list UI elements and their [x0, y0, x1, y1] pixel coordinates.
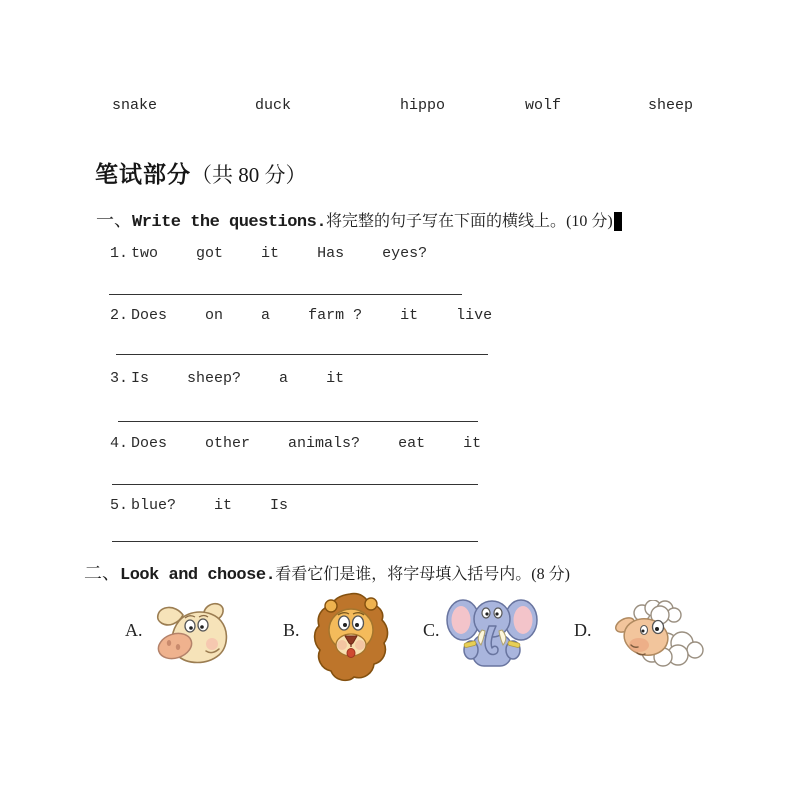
section1-instructions: 将完整的句子写在下面的横线上。 — [326, 213, 567, 230]
question-1-cell: 1. two — [110, 245, 159, 262]
section1-number: 一、 — [96, 210, 132, 230]
elephant-image — [444, 592, 540, 670]
option-d-label: D. — [574, 620, 592, 640]
lion-image — [308, 590, 392, 684]
answer-line-4[interactable] — [112, 484, 478, 485]
section2-instructions: 看看它们是谁，将字母填入括号内。 — [275, 566, 532, 583]
question-5-cell: 5. blue? — [110, 497, 177, 514]
option-a-label: A. — [125, 620, 143, 640]
question-4[interactable]: 4. Does other animals? eat it — [110, 435, 482, 452]
heading-score: （共 80 分） — [191, 163, 307, 187]
option-b-label: B. — [283, 620, 300, 640]
section2-score: (8 分) — [531, 566, 570, 583]
answer-line-2[interactable] — [116, 354, 488, 355]
answer-line-3[interactable] — [118, 421, 478, 422]
text-cursor — [614, 212, 622, 231]
option-c-label: C. — [423, 620, 440, 640]
section1-score: (10 分) — [566, 213, 613, 230]
question-3[interactable]: 3. Is sheep? a it — [110, 370, 345, 387]
section2-title: Look and choose. — [120, 566, 276, 585]
section-heading — [95, 160, 307, 190]
section1-header — [96, 208, 622, 235]
pig-image — [148, 599, 236, 671]
heading-title: 笔试部分 — [95, 162, 191, 187]
word-sheep: sheep — [648, 97, 694, 114]
section2-number: 二、 — [84, 563, 120, 583]
question-4-cell: 4. Does — [110, 435, 168, 452]
word-hippo: hippo — [400, 97, 446, 114]
question-2[interactable]: 2. Does on a farm ? it live — [110, 307, 493, 324]
answer-line-5[interactable] — [112, 541, 478, 542]
question-3-cell: 3. Is — [110, 370, 150, 387]
section1-title: Write the questions. — [132, 213, 327, 232]
word-wolf: wolf — [525, 97, 562, 114]
question-5[interactable]: 5. blue? it Is — [110, 497, 289, 514]
question-1[interactable]: 1. two got it Has eyes? — [110, 245, 428, 262]
section2-header — [84, 561, 570, 588]
sheep-image — [606, 600, 708, 670]
word-snake: snake — [112, 97, 158, 114]
word-duck: duck — [255, 97, 292, 114]
question-2-cell: 2. Does — [110, 307, 168, 324]
answer-line-1[interactable] — [109, 294, 462, 295]
